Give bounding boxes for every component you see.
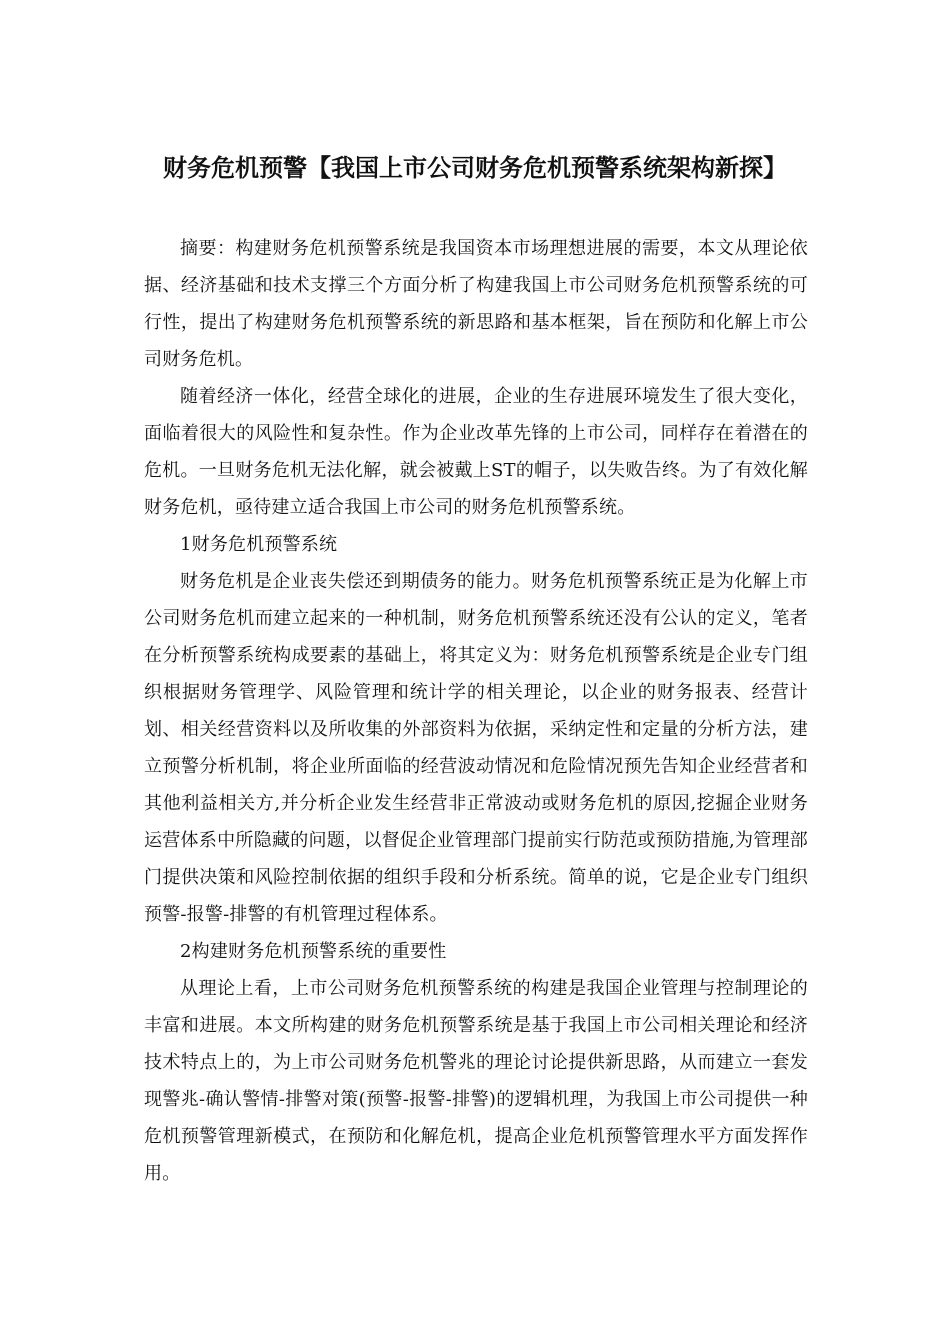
section-heading-2: 2构建财务危机预警系统的重要性: [180, 941, 447, 962]
document-body: [144, 230, 808, 1192]
section-2-paragraph: 从理论上看，上市公司财务危机预警系统的构建是我国企业管理与控制理论的丰富和进展。本文所构建的财务危机预警系统是基于我国上市公司相关理论和经济技术特点上的，为上市公司财务危机警兆的理论讨论提供新思路，从而建立一套发现警兆-确认警情-排警对策(预警-报警-排警)的逻辑机理，为我国上市公司提供一种危机预警管理新模式，在预防和化解危机，提高企业危机预警管理水平方面发挥作用。: [144, 978, 808, 1184]
section-heading-1: 1财务危机预警系统: [180, 534, 338, 555]
abstract-paragraph: 摘要：构建财务危机预警系统是我国资本市场理想进展的需要，本文从理论依据、经济基础和技术支撑三个方面分析了构建我国上市公司财务危机预警系统的可行性，提出了构建财务危机预警系统的新思路和基本框架，旨在预防和化解上市公司财务危机。: [144, 238, 808, 370]
document-title: 财务危机预警【我国上市公司财务危机预警系统架构新探】: [163, 154, 787, 182]
intro-paragraph: 随着经济一体化，经营全球化的进展，企业的生存进展环境发生了很大变化，面临着很大的风险性和复杂性。作为企业改革先锋的上市公司，同样存在着潜在的危机。一旦财务危机无法化解，就会被戴上ST的帽子，以失败告终。为了有效化解财务危机，亟待建立适合我国上市公司的财务危机预警系统。: [144, 386, 808, 518]
section-1-paragraph: 财务危机是企业丧失偿还到期债务的能力。财务危机预警系统正是为化解上市公司财务危机而建立起来的一种机制，财务危机预警系统还没有公认的定义，笔者在分析预警系统构成要素的基础上，将其定义为：财务危机预警系统是企业专门组织根据财务管理学、风险管理和统计学的相关理论，以企业的财务报表、经营计划、相关经营资料以及所收集的外部资料为依据，采纳定性和定量的分析方法，建立预警分析机制，将企业所面临的经营波动情况和危险情况预先告知企业经营者和其他利益相关方,并分析企业发生经营非正常波动或财务危机的原因,挖掘企业财务运营体系中所隐藏的问题，以督促企业管理部门提前实行防范或预防措施,为管理部门提供决策和风险控制依据的组织手段和分析系统。简单的说，它是企业专门组织预警-报警-排警的有机管理过程体系。: [144, 571, 808, 925]
